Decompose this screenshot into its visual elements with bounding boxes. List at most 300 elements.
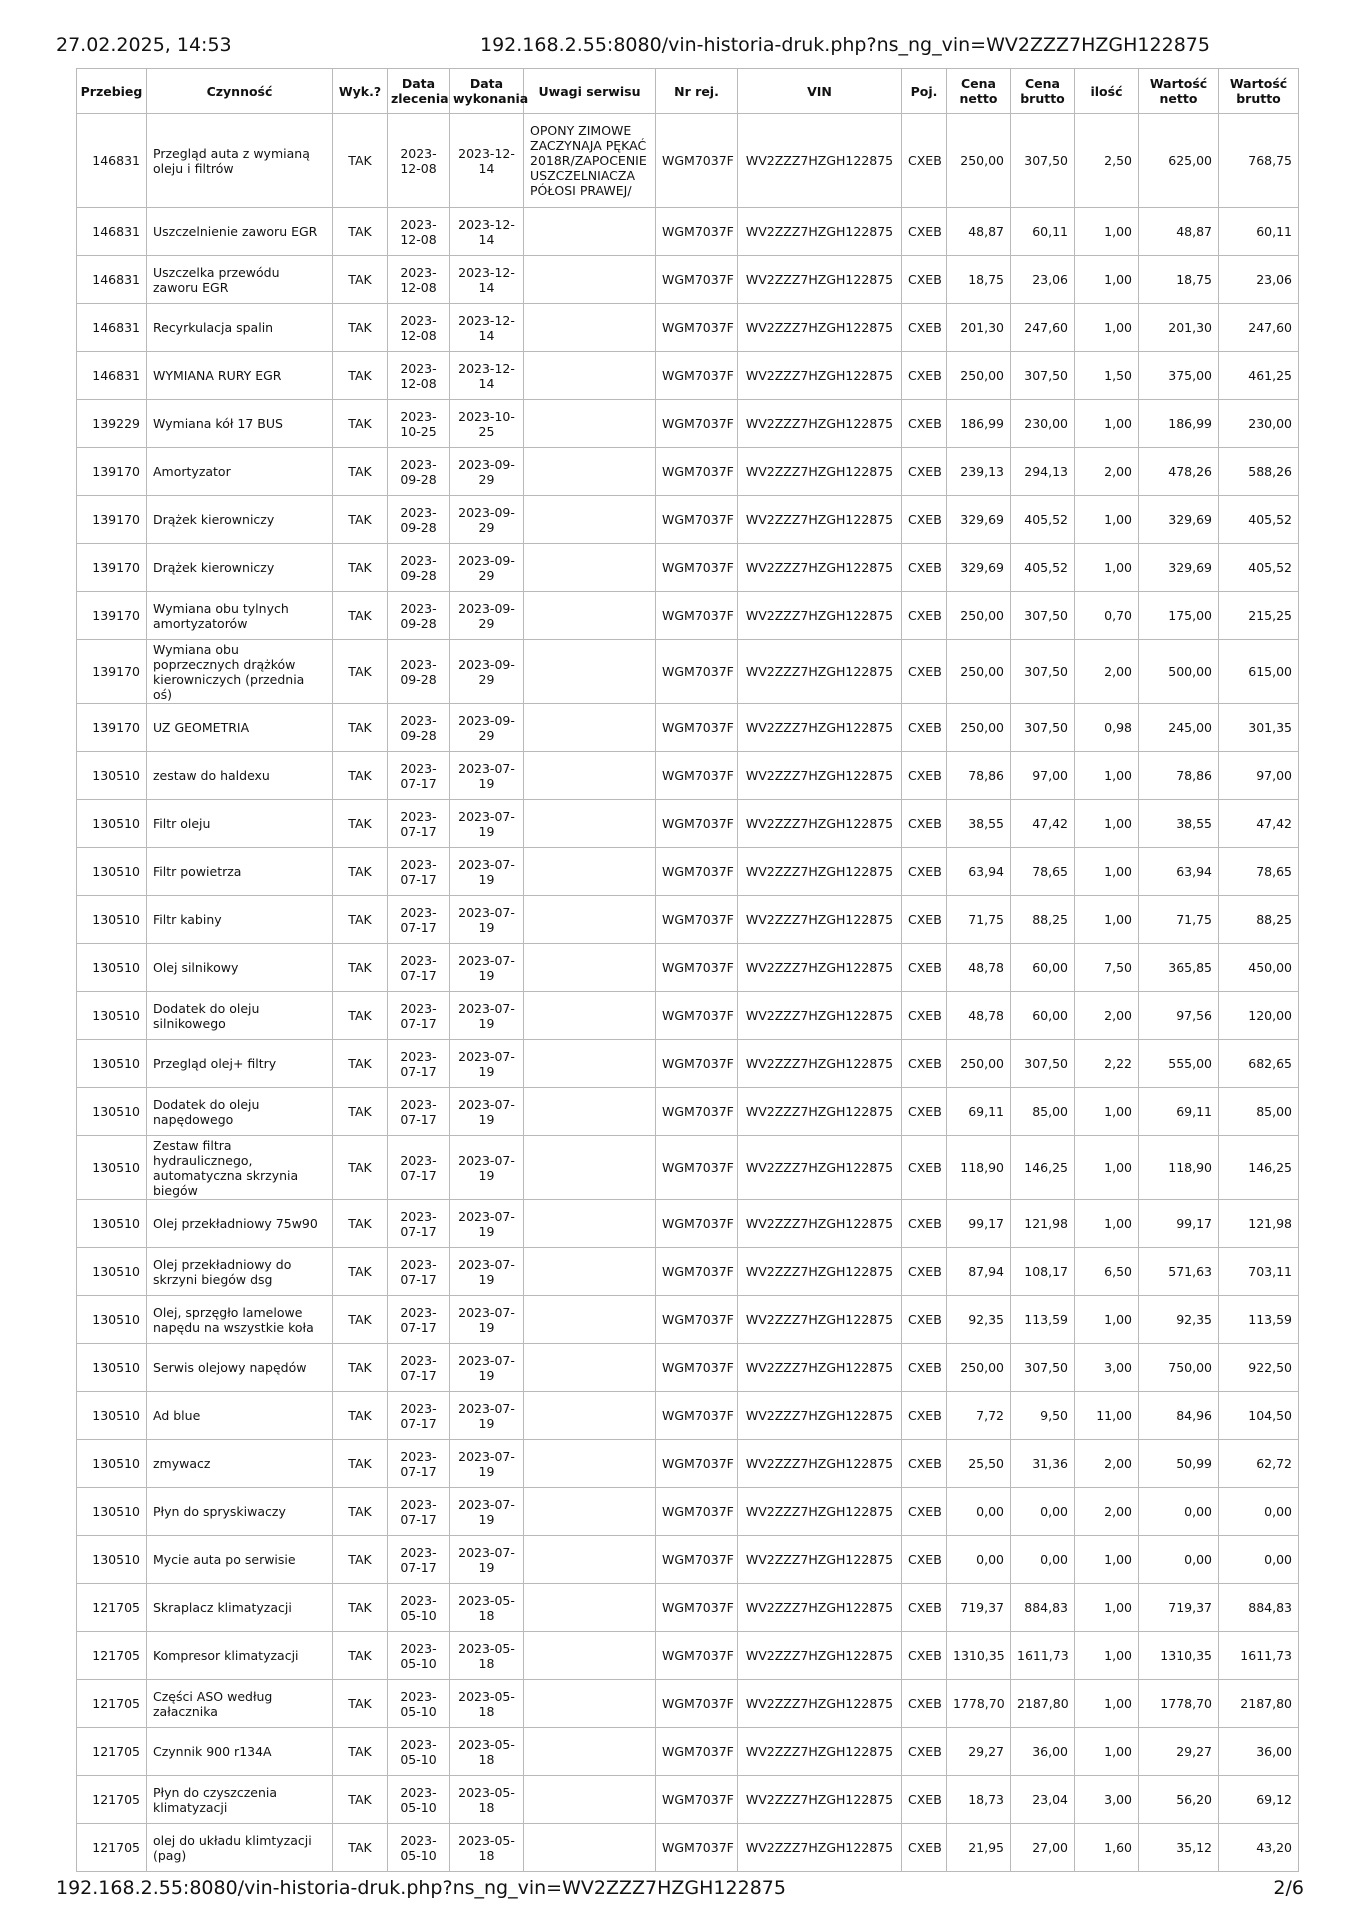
cell-wyk: TAK	[333, 1296, 388, 1344]
cell-poj: CXEB	[902, 1040, 947, 1088]
cell-uwagi	[524, 400, 656, 448]
cell-data-zlecenia: 2023-09-28	[388, 544, 450, 592]
cell-poj: CXEB	[902, 1632, 947, 1680]
cell-przebieg: 130510	[77, 1488, 147, 1536]
cell-vin: WV2ZZZ7HZGH122875	[738, 352, 902, 400]
cell-data-wykonania: 2023-10-25	[450, 400, 524, 448]
cell-przebieg: 130510	[77, 752, 147, 800]
cell-ilosc: 1,00	[1075, 1088, 1139, 1136]
cell-wyk: TAK	[333, 800, 388, 848]
cell-cena-netto: 239,13	[947, 448, 1011, 496]
cell-czynnosc: Olej przekładniowy do skrzyni biegów dsg	[147, 1248, 333, 1296]
cell-poj: CXEB	[902, 1584, 947, 1632]
cell-wartosc-netto: 50,99	[1139, 1440, 1219, 1488]
cell-uwagi	[524, 352, 656, 400]
cell-data-wykonania: 2023-09-29	[450, 544, 524, 592]
cell-wartosc-brutto: 461,25	[1219, 352, 1299, 400]
cell-cena-brutto: 405,52	[1011, 544, 1075, 592]
cell-wartosc-netto: 186,99	[1139, 400, 1219, 448]
cell-wyk: TAK	[333, 1200, 388, 1248]
cell-wartosc-netto: 375,00	[1139, 352, 1219, 400]
cell-cena-brutto: 307,50	[1011, 1344, 1075, 1392]
table-row	[77, 992, 1299, 1040]
cell-vin: WV2ZZZ7HZGH122875	[738, 304, 902, 352]
cell-czynnosc: zestaw do haldexu	[147, 752, 333, 800]
cell-wartosc-brutto: 47,42	[1219, 800, 1299, 848]
cell-cena-netto: 0,00	[947, 1488, 1011, 1536]
cell-przebieg: 139170	[77, 496, 147, 544]
cell-uwagi	[524, 592, 656, 640]
cell-czynnosc: Mycie auta po serwisie	[147, 1536, 333, 1584]
cell-data-wykonania: 2023-07-19	[450, 800, 524, 848]
cell-wartosc-brutto: 88,25	[1219, 896, 1299, 944]
cell-uwagi	[524, 800, 656, 848]
cell-wartosc-netto: 38,55	[1139, 800, 1219, 848]
cell-ilosc: 0,98	[1075, 704, 1139, 752]
cell-ilosc: 1,00	[1075, 1632, 1139, 1680]
cell-data-zlecenia: 2023-07-17	[388, 1248, 450, 1296]
cell-wartosc-netto: 63,94	[1139, 848, 1219, 896]
table-row	[77, 256, 1299, 304]
cell-przebieg: 121705	[77, 1776, 147, 1824]
cell-czynnosc: Filtr oleju	[147, 800, 333, 848]
cell-data-zlecenia: 2023-07-17	[388, 1344, 450, 1392]
cell-ilosc: 1,00	[1075, 752, 1139, 800]
cell-poj: CXEB	[902, 1536, 947, 1584]
cell-ilosc: 1,00	[1075, 1728, 1139, 1776]
cell-uwagi	[524, 208, 656, 256]
table-row	[77, 544, 1299, 592]
cell-cena-netto: 99,17	[947, 1200, 1011, 1248]
cell-czynnosc: Recyrkulacja spalin	[147, 304, 333, 352]
cell-wyk: TAK	[333, 1680, 388, 1728]
cell-vin: WV2ZZZ7HZGH122875	[738, 256, 902, 304]
cell-przebieg: 139170	[77, 448, 147, 496]
cell-cena-brutto: 121,98	[1011, 1200, 1075, 1248]
cell-poj: CXEB	[902, 1440, 947, 1488]
cell-data-wykonania: 2023-07-19	[450, 848, 524, 896]
cell-data-wykonania: 2023-07-19	[450, 1040, 524, 1088]
cell-czynnosc: Uszczelka przewódu zaworu EGR	[147, 256, 333, 304]
cell-poj: CXEB	[902, 1136, 947, 1200]
cell-data-zlecenia: 2023-07-17	[388, 1088, 450, 1136]
cell-uwagi	[524, 1488, 656, 1536]
cell-nr-rej: WGM7037F	[656, 448, 738, 496]
cell-data-zlecenia: 2023-07-17	[388, 848, 450, 896]
cell-cena-brutto: 884,83	[1011, 1584, 1075, 1632]
cell-cena-netto: 250,00	[947, 1344, 1011, 1392]
cell-poj: CXEB	[902, 400, 947, 448]
cell-wyk: TAK	[333, 1248, 388, 1296]
cell-wartosc-netto: 69,11	[1139, 1088, 1219, 1136]
cell-vin: WV2ZZZ7HZGH122875	[738, 496, 902, 544]
cell-ilosc: 1,00	[1075, 496, 1139, 544]
cell-cena-netto: 48,78	[947, 992, 1011, 1040]
page-header	[0, 34, 1360, 58]
cell-cena-brutto: 307,50	[1011, 352, 1075, 400]
cell-wartosc-brutto: 121,98	[1219, 1200, 1299, 1248]
cell-cena-netto: 1310,35	[947, 1632, 1011, 1680]
cell-nr-rej: WGM7037F	[656, 1248, 738, 1296]
table-row	[77, 896, 1299, 944]
cell-uwagi	[524, 1040, 656, 1088]
cell-wartosc-netto: 0,00	[1139, 1488, 1219, 1536]
cell-przebieg: 130510	[77, 944, 147, 992]
cell-uwagi	[524, 1248, 656, 1296]
table-row	[77, 1440, 1299, 1488]
table-row	[77, 1088, 1299, 1136]
cell-data-wykonania: 2023-12-14	[450, 256, 524, 304]
cell-wartosc-brutto: 85,00	[1219, 1088, 1299, 1136]
cell-cena-brutto: 307,50	[1011, 640, 1075, 704]
cell-wyk: TAK	[333, 114, 388, 208]
cell-data-wykonania: 2023-12-14	[450, 304, 524, 352]
cell-data-zlecenia: 2023-05-10	[388, 1776, 450, 1824]
cell-przebieg: 146831	[77, 114, 147, 208]
cell-cena-brutto: 307,50	[1011, 114, 1075, 208]
cell-vin: WV2ZZZ7HZGH122875	[738, 1584, 902, 1632]
cell-wartosc-netto: 35,12	[1139, 1824, 1219, 1872]
cell-nr-rej: WGM7037F	[656, 1136, 738, 1200]
cell-wyk: TAK	[333, 400, 388, 448]
cell-czynnosc: Drążek kierowniczy	[147, 544, 333, 592]
cell-nr-rej: WGM7037F	[656, 1200, 738, 1248]
cell-data-zlecenia: 2023-09-28	[388, 496, 450, 544]
cell-cena-netto: 29,27	[947, 1728, 1011, 1776]
cell-data-zlecenia: 2023-09-28	[388, 704, 450, 752]
cell-wartosc-brutto: 43,20	[1219, 1824, 1299, 1872]
table-row	[77, 400, 1299, 448]
cell-vin: WV2ZZZ7HZGH122875	[738, 208, 902, 256]
cell-data-zlecenia: 2023-09-28	[388, 592, 450, 640]
cell-data-zlecenia: 2023-05-10	[388, 1824, 450, 1872]
table-row	[77, 592, 1299, 640]
cell-vin: WV2ZZZ7HZGH122875	[738, 1344, 902, 1392]
cell-przebieg: 139170	[77, 640, 147, 704]
cell-data-zlecenia: 2023-05-10	[388, 1728, 450, 1776]
cell-czynnosc: Wymiana obu tylnych amortyzatorów	[147, 592, 333, 640]
print-datetime: 27.02.2025, 14:53	[56, 34, 232, 56]
cell-ilosc: 1,50	[1075, 352, 1139, 400]
cell-data-zlecenia: 2023-07-17	[388, 800, 450, 848]
cell-czynnosc: Płyn do spryskiwaczy	[147, 1488, 333, 1536]
cell-vin: WV2ZZZ7HZGH122875	[738, 400, 902, 448]
cell-data-wykonania: 2023-07-19	[450, 1296, 524, 1344]
cell-data-wykonania: 2023-05-18	[450, 1632, 524, 1680]
cell-cena-netto: 118,90	[947, 1136, 1011, 1200]
cell-wyk: TAK	[333, 256, 388, 304]
cell-cena-brutto: 294,13	[1011, 448, 1075, 496]
cell-cena-brutto: 60,00	[1011, 944, 1075, 992]
cell-poj: CXEB	[902, 256, 947, 304]
cell-wartosc-netto: 329,69	[1139, 544, 1219, 592]
cell-data-zlecenia: 2023-07-17	[388, 1536, 450, 1584]
cell-ilosc: 1,00	[1075, 1296, 1139, 1344]
cell-czynnosc: Dodatek do oleju napędowego	[147, 1088, 333, 1136]
cell-ilosc: 2,00	[1075, 1488, 1139, 1536]
cell-wyk: TAK	[333, 1824, 388, 1872]
table-header-row	[77, 69, 1299, 114]
cell-ilosc: 2,00	[1075, 992, 1139, 1040]
cell-poj: CXEB	[902, 352, 947, 400]
cell-poj: CXEB	[902, 1200, 947, 1248]
cell-ilosc: 2,00	[1075, 448, 1139, 496]
cell-data-wykonania: 2023-07-19	[450, 1392, 524, 1440]
cell-wartosc-netto: 625,00	[1139, 114, 1219, 208]
cell-nr-rej: WGM7037F	[656, 1440, 738, 1488]
cell-czynnosc: Amortyzator	[147, 448, 333, 496]
cell-ilosc: 1,00	[1075, 208, 1139, 256]
cell-cena-netto: 250,00	[947, 352, 1011, 400]
cell-data-zlecenia: 2023-07-17	[388, 1040, 450, 1088]
table-row	[77, 1728, 1299, 1776]
cell-ilosc: 2,00	[1075, 640, 1139, 704]
table-row	[77, 752, 1299, 800]
cell-cena-netto: 250,00	[947, 640, 1011, 704]
cell-uwagi	[524, 1824, 656, 1872]
cell-ilosc: 1,00	[1075, 800, 1139, 848]
cell-poj: CXEB	[902, 1488, 947, 1536]
cell-wartosc-brutto: 0,00	[1219, 1488, 1299, 1536]
header-nr-rej: Nr rej.	[656, 69, 738, 114]
cell-ilosc: 1,00	[1075, 1136, 1139, 1200]
cell-ilosc: 1,00	[1075, 544, 1139, 592]
table-row	[77, 496, 1299, 544]
cell-poj: CXEB	[902, 114, 947, 208]
cell-cena-brutto: 31,36	[1011, 1440, 1075, 1488]
cell-uwagi	[524, 544, 656, 592]
cell-vin: WV2ZZZ7HZGH122875	[738, 752, 902, 800]
cell-vin: WV2ZZZ7HZGH122875	[738, 1136, 902, 1200]
cell-przebieg: 130510	[77, 800, 147, 848]
cell-cena-brutto: 146,25	[1011, 1136, 1075, 1200]
cell-vin: WV2ZZZ7HZGH122875	[738, 800, 902, 848]
cell-przebieg: 130510	[77, 1040, 147, 1088]
cell-wartosc-brutto: 301,35	[1219, 704, 1299, 752]
table-row	[77, 304, 1299, 352]
cell-wartosc-netto: 1310,35	[1139, 1632, 1219, 1680]
cell-cena-brutto: 23,04	[1011, 1776, 1075, 1824]
cell-data-zlecenia: 2023-07-17	[388, 1392, 450, 1440]
cell-czynnosc: Zestaw filtra hydraulicznego, automatyczna skrzynia biegów	[147, 1136, 333, 1200]
cell-uwagi	[524, 1680, 656, 1728]
cell-wyk: TAK	[333, 592, 388, 640]
cell-cena-netto: 48,78	[947, 944, 1011, 992]
cell-ilosc: 7,50	[1075, 944, 1139, 992]
cell-przebieg: 146831	[77, 256, 147, 304]
cell-poj: CXEB	[902, 640, 947, 704]
table-row	[77, 1392, 1299, 1440]
cell-cena-brutto: 113,59	[1011, 1296, 1075, 1344]
cell-przebieg: 130510	[77, 1248, 147, 1296]
cell-data-wykonania: 2023-09-29	[450, 704, 524, 752]
cell-vin: WV2ZZZ7HZGH122875	[738, 1248, 902, 1296]
print-url: 192.168.2.55:8080/vin-historia-druk.php?ns_ng_vin=WV2ZZZ7HZGH122875	[480, 34, 1210, 56]
cell-wyk: TAK	[333, 1040, 388, 1088]
cell-uwagi	[524, 1440, 656, 1488]
cell-vin: WV2ZZZ7HZGH122875	[738, 448, 902, 496]
cell-nr-rej: WGM7037F	[656, 704, 738, 752]
cell-cena-brutto: 78,65	[1011, 848, 1075, 896]
cell-uwagi	[524, 1392, 656, 1440]
cell-cena-brutto: 0,00	[1011, 1488, 1075, 1536]
cell-wyk: TAK	[333, 752, 388, 800]
cell-data-zlecenia: 2023-12-08	[388, 304, 450, 352]
cell-poj: CXEB	[902, 992, 947, 1040]
header-wartosc-brutto: Wartość brutto	[1219, 69, 1299, 114]
cell-nr-rej: WGM7037F	[656, 1680, 738, 1728]
table-row	[77, 1680, 1299, 1728]
cell-data-wykonania: 2023-09-29	[450, 496, 524, 544]
cell-poj: CXEB	[902, 896, 947, 944]
cell-wyk: TAK	[333, 208, 388, 256]
cell-poj: CXEB	[902, 1344, 947, 1392]
cell-data-wykonania: 2023-07-19	[450, 896, 524, 944]
cell-czynnosc: WYMIANA RURY EGR	[147, 352, 333, 400]
cell-cena-netto: 250,00	[947, 1040, 1011, 1088]
cell-cena-netto: 7,72	[947, 1392, 1011, 1440]
cell-uwagi	[524, 704, 656, 752]
cell-vin: WV2ZZZ7HZGH122875	[738, 1200, 902, 1248]
cell-uwagi	[524, 1296, 656, 1344]
cell-wartosc-brutto: 2187,80	[1219, 1680, 1299, 1728]
cell-wartosc-brutto: 615,00	[1219, 640, 1299, 704]
cell-data-wykonania: 2023-09-29	[450, 640, 524, 704]
cell-wartosc-brutto: 113,59	[1219, 1296, 1299, 1344]
cell-uwagi	[524, 1632, 656, 1680]
cell-czynnosc: Uszczelnienie zaworu EGR	[147, 208, 333, 256]
cell-czynnosc: Olej przekładniowy 75w90	[147, 1200, 333, 1248]
cell-data-wykonania: 2023-09-29	[450, 448, 524, 496]
cell-data-wykonania: 2023-05-18	[450, 1728, 524, 1776]
cell-wartosc-netto: 478,26	[1139, 448, 1219, 496]
cell-przebieg: 130510	[77, 1200, 147, 1248]
cell-vin: WV2ZZZ7HZGH122875	[738, 848, 902, 896]
cell-przebieg: 139229	[77, 400, 147, 448]
cell-ilosc: 1,00	[1075, 1680, 1139, 1728]
cell-nr-rej: WGM7037F	[656, 640, 738, 704]
cell-data-wykonania: 2023-12-14	[450, 114, 524, 208]
cell-uwagi	[524, 1584, 656, 1632]
cell-wartosc-netto: 18,75	[1139, 256, 1219, 304]
cell-wartosc-netto: 175,00	[1139, 592, 1219, 640]
table-row	[77, 1824, 1299, 1872]
cell-vin: WV2ZZZ7HZGH122875	[738, 1728, 902, 1776]
cell-cena-brutto: 1611,73	[1011, 1632, 1075, 1680]
cell-data-wykonania: 2023-12-14	[450, 208, 524, 256]
cell-vin: WV2ZZZ7HZGH122875	[738, 1632, 902, 1680]
cell-nr-rej: WGM7037F	[656, 1392, 738, 1440]
cell-nr-rej: WGM7037F	[656, 1824, 738, 1872]
cell-poj: CXEB	[902, 1392, 947, 1440]
cell-vin: WV2ZZZ7HZGH122875	[738, 114, 902, 208]
cell-wartosc-brutto: 230,00	[1219, 400, 1299, 448]
cell-nr-rej: WGM7037F	[656, 544, 738, 592]
cell-vin: WV2ZZZ7HZGH122875	[738, 704, 902, 752]
header-ilosc: ilość	[1075, 69, 1139, 114]
cell-przebieg: 130510	[77, 1392, 147, 1440]
cell-przebieg: 130510	[77, 848, 147, 896]
table-row	[77, 704, 1299, 752]
cell-uwagi	[524, 448, 656, 496]
cell-nr-rej: WGM7037F	[656, 1296, 738, 1344]
cell-czynnosc: UZ GEOMETRIA	[147, 704, 333, 752]
cell-nr-rej: WGM7037F	[656, 1088, 738, 1136]
cell-wartosc-brutto: 60,11	[1219, 208, 1299, 256]
header-wartosc-netto: Wartość netto	[1139, 69, 1219, 114]
cell-data-wykonania: 2023-07-19	[450, 1248, 524, 1296]
cell-data-zlecenia: 2023-07-17	[388, 1136, 450, 1200]
cell-cena-netto: 329,69	[947, 544, 1011, 592]
table-row	[77, 1040, 1299, 1088]
cell-wyk: TAK	[333, 1344, 388, 1392]
cell-przebieg: 146831	[77, 304, 147, 352]
cell-wyk: TAK	[333, 1088, 388, 1136]
cell-uwagi	[524, 304, 656, 352]
cell-data-wykonania: 2023-05-18	[450, 1824, 524, 1872]
cell-nr-rej: WGM7037F	[656, 304, 738, 352]
cell-vin: WV2ZZZ7HZGH122875	[738, 1824, 902, 1872]
cell-uwagi	[524, 1136, 656, 1200]
cell-data-wykonania: 2023-07-19	[450, 1536, 524, 1584]
cell-uwagi	[524, 1536, 656, 1584]
cell-czynnosc: Drążek kierowniczy	[147, 496, 333, 544]
header-czynnosc: Czynność	[147, 69, 333, 114]
cell-cena-brutto: 60,00	[1011, 992, 1075, 1040]
cell-vin: WV2ZZZ7HZGH122875	[738, 1392, 902, 1440]
cell-czynnosc: Olej silnikowy	[147, 944, 333, 992]
cell-przebieg: 121705	[77, 1728, 147, 1776]
cell-wartosc-netto: 201,30	[1139, 304, 1219, 352]
cell-cena-brutto: 2187,80	[1011, 1680, 1075, 1728]
cell-wartosc-netto: 84,96	[1139, 1392, 1219, 1440]
cell-wyk: TAK	[333, 992, 388, 1040]
cell-ilosc: 2,50	[1075, 114, 1139, 208]
cell-przebieg: 130510	[77, 1536, 147, 1584]
cell-data-wykonania: 2023-07-19	[450, 1488, 524, 1536]
cell-nr-rej: WGM7037F	[656, 944, 738, 992]
cell-uwagi	[524, 640, 656, 704]
cell-nr-rej: WGM7037F	[656, 1536, 738, 1584]
cell-wartosc-brutto: 405,52	[1219, 544, 1299, 592]
cell-wartosc-brutto: 922,50	[1219, 1344, 1299, 1392]
cell-data-zlecenia: 2023-07-17	[388, 896, 450, 944]
cell-czynnosc: Wymiana obu poprzecznych drążków kierowniczych (przednia oś)	[147, 640, 333, 704]
cell-wartosc-netto: 118,90	[1139, 1136, 1219, 1200]
cell-przebieg: 121705	[77, 1632, 147, 1680]
cell-wyk: TAK	[333, 304, 388, 352]
cell-uwagi	[524, 752, 656, 800]
cell-data-wykonania: 2023-07-19	[450, 1200, 524, 1248]
cell-wyk: TAK	[333, 848, 388, 896]
cell-cena-netto: 18,73	[947, 1776, 1011, 1824]
cell-przebieg: 130510	[77, 992, 147, 1040]
table-row	[77, 1136, 1299, 1200]
cell-nr-rej: WGM7037F	[656, 752, 738, 800]
cell-nr-rej: WGM7037F	[656, 1040, 738, 1088]
cell-cena-brutto: 0,00	[1011, 1536, 1075, 1584]
cell-poj: CXEB	[902, 1248, 947, 1296]
cell-wartosc-brutto: 23,06	[1219, 256, 1299, 304]
table-row	[77, 1200, 1299, 1248]
cell-wyk: TAK	[333, 496, 388, 544]
cell-data-zlecenia: 2023-12-08	[388, 256, 450, 304]
cell-przebieg: 130510	[77, 1088, 147, 1136]
cell-vin: WV2ZZZ7HZGH122875	[738, 1488, 902, 1536]
cell-ilosc: 11,00	[1075, 1392, 1139, 1440]
cell-wartosc-brutto: 247,60	[1219, 304, 1299, 352]
cell-poj: CXEB	[902, 1088, 947, 1136]
